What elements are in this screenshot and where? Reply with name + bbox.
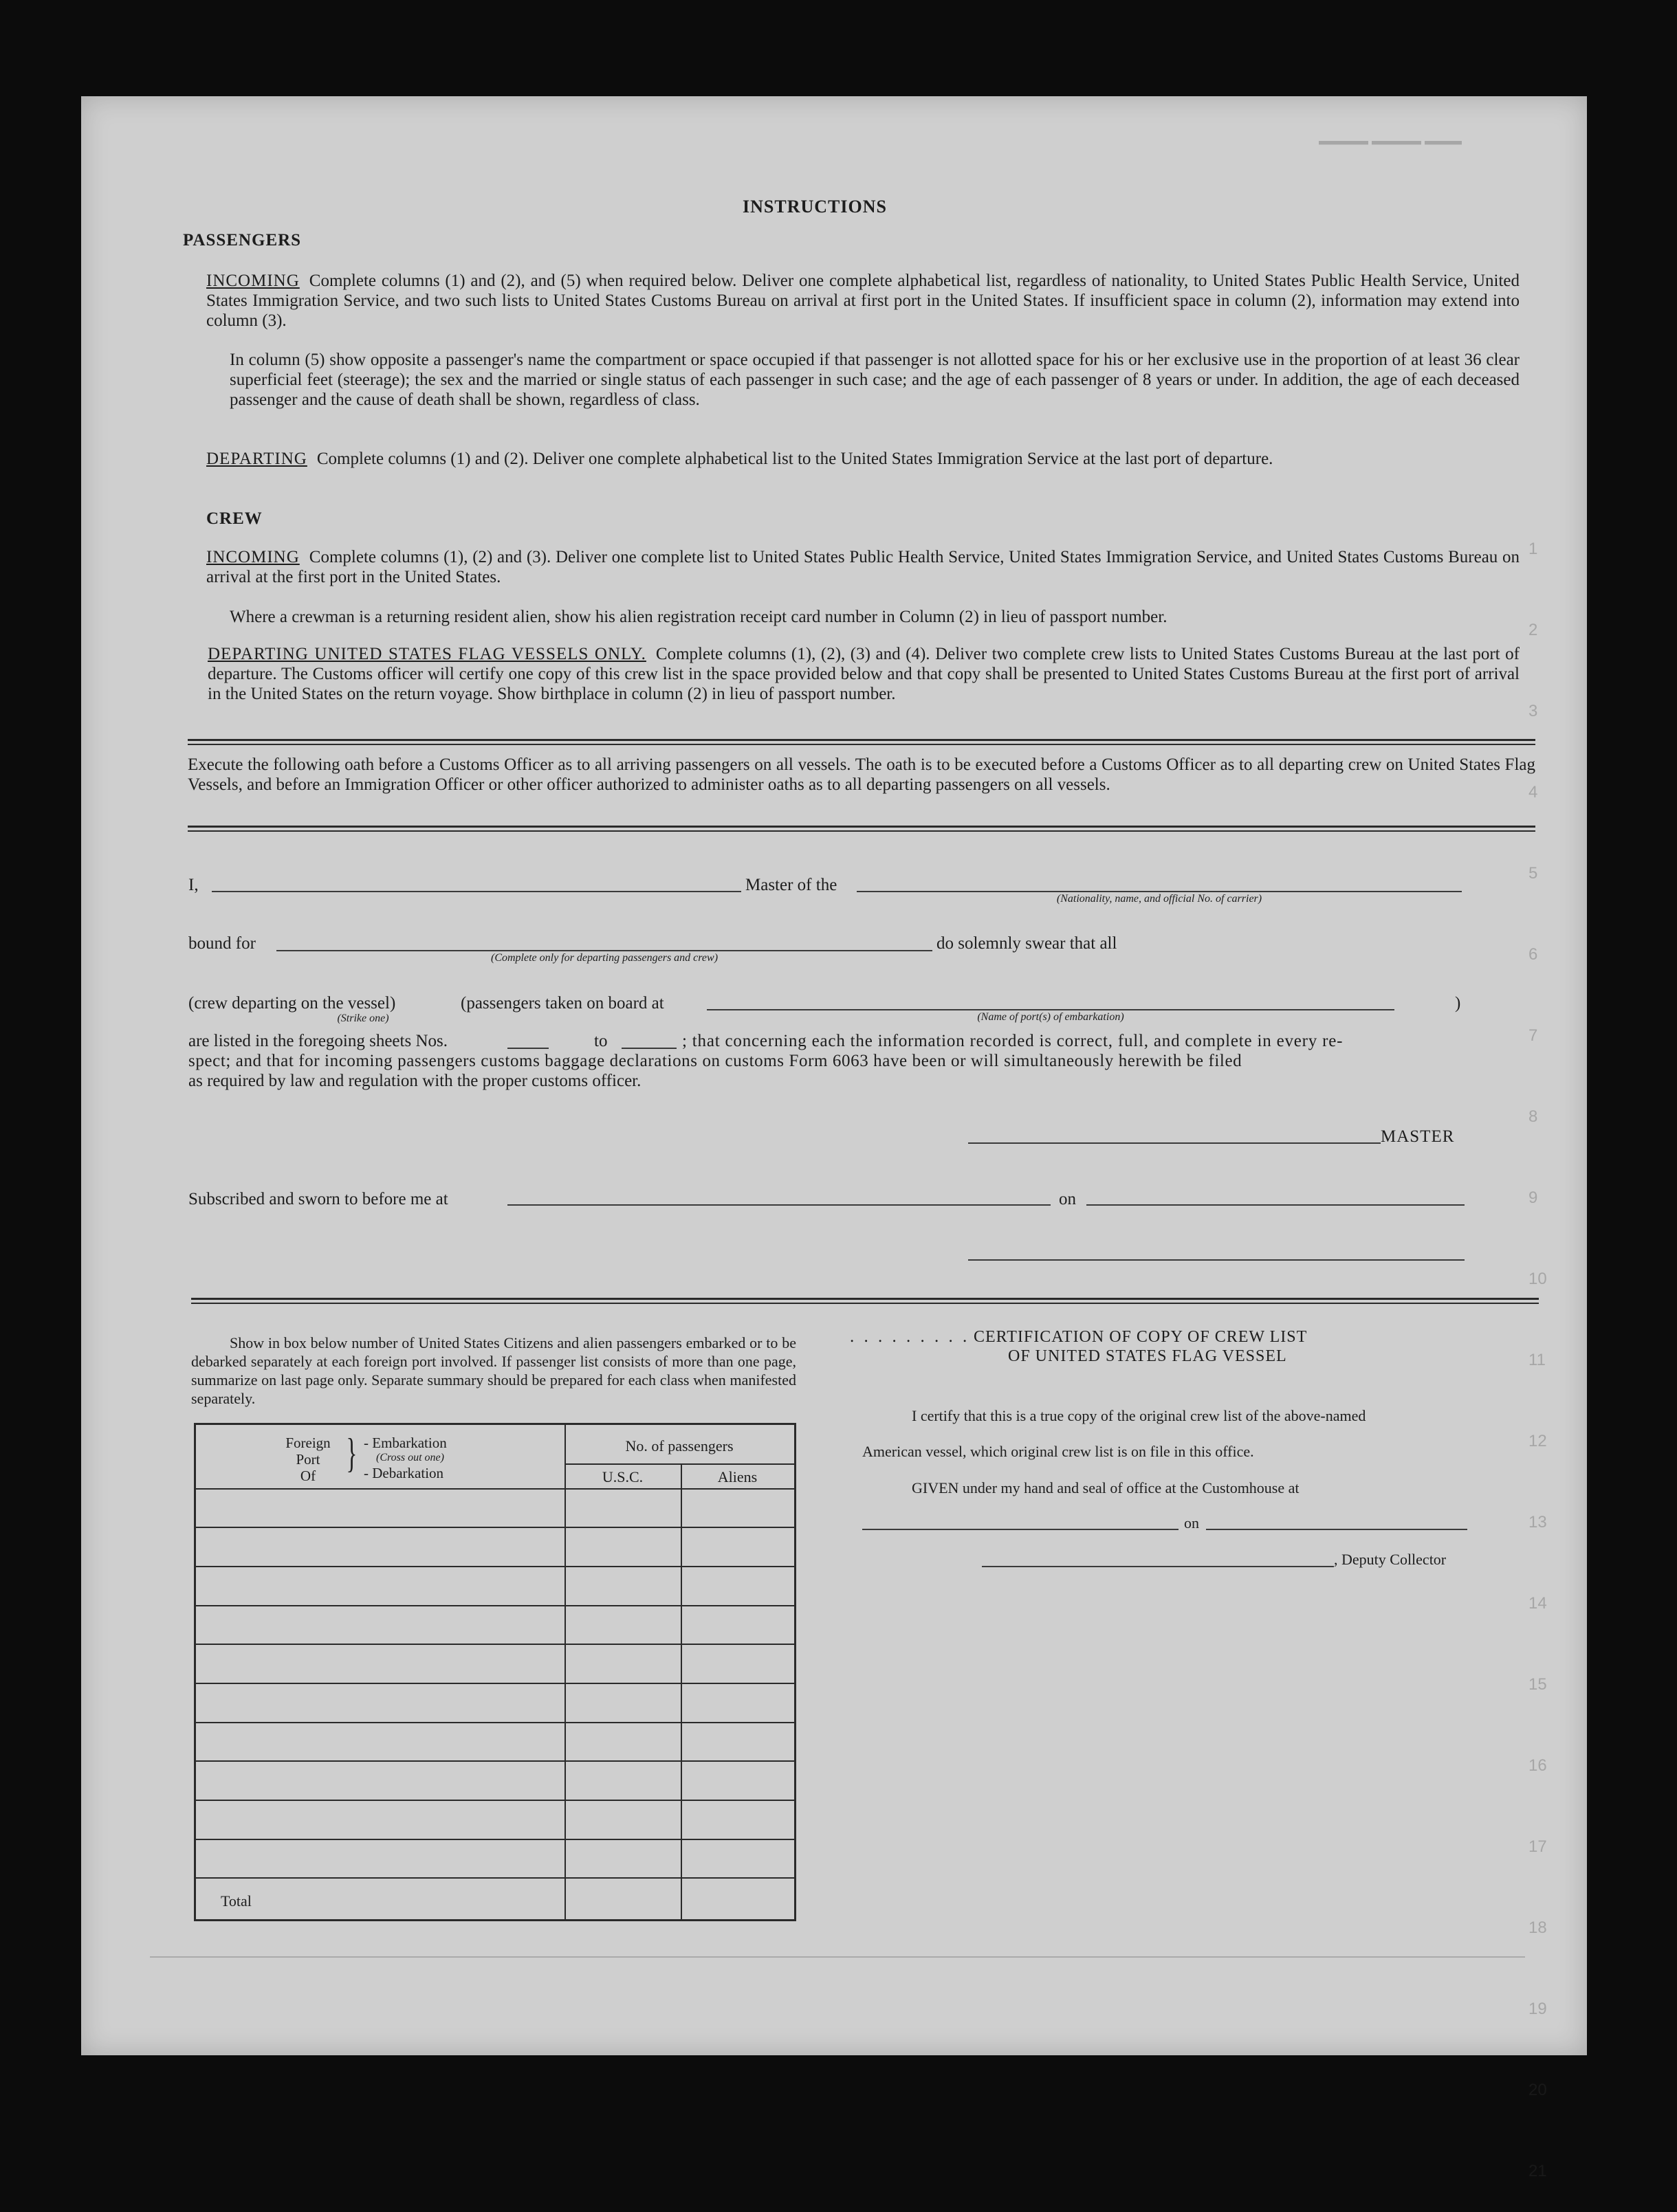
brace-icon: } <box>346 1430 358 1476</box>
bleed-through-rule <box>150 1956 1525 1958</box>
oath-line-2: spect; and that for incoming passengers customs baggage declarations on customs Form 6063 have been or will simultaneously herewith be filed <box>188 1052 1242 1070</box>
bleed-through-numbers: 1 2 3 4 5 6 7 8 9 10 11 12 13 14 15 16 17 18 19 20 21 <box>1528 540 1547 2180</box>
master-of-label: Master of the <box>745 876 837 894</box>
certification-dots: . . . . . . . . . <box>850 1327 970 1346</box>
embarkation-port-field[interactable] <box>707 1009 1394 1010</box>
oath-i-label: I, <box>188 876 199 894</box>
passenger-summary-table <box>194 1423 796 1921</box>
crew-heading: CREW <box>206 509 263 528</box>
table-row <box>196 1722 794 1723</box>
divider-rule <box>191 1298 1539 1300</box>
table-row <box>196 1644 794 1645</box>
page-title: INSTRUCTIONS <box>743 197 887 217</box>
crew-incoming-text: Complete columns (1), (2) and (3). Deliver one complete list to United States Public Health Service, United States Immigration Service, and United States Customs Bureau on arrival at the first port in the United States. <box>206 548 1520 586</box>
table-row <box>196 1566 794 1567</box>
crew-departing-label: DEPARTING UNITED STATES FLAG VESSELS ONLY. <box>208 645 646 663</box>
certification-on-label: on <box>1184 1514 1199 1531</box>
subscribed-label: Subscribed and sworn to before me at <box>188 1190 448 1208</box>
header-no-passengers: No. of passengers <box>625 1437 734 1455</box>
oath-line-3: as required by law and regulation with the proper customs officer. <box>188 1072 642 1090</box>
departing-text: Complete columns (1) and (2). Deliver one complete alphabetical list to the United States Immigration Service at the last port of departure. <box>316 450 1273 468</box>
sworn-date-field[interactable] <box>1086 1204 1465 1206</box>
header-of: Of <box>300 1468 316 1484</box>
bleed-through-stamp: ▬▬▬ ▬▬▬▬ ▬▬▬▬ <box>1319 138 1462 152</box>
certification-title-2: OF UNITED STATES FLAG VESSEL <box>1008 1347 1287 1365</box>
table-row <box>196 1877 794 1879</box>
table-row <box>196 1605 794 1606</box>
destination-caption: (Complete only for departing passengers and crew) <box>490 952 719 964</box>
header-debarkation[interactable]: - Debarkation <box>364 1465 444 1481</box>
certification-title-1: CERTIFICATION OF COPY OF CREW LIST <box>974 1328 1308 1346</box>
table-row <box>196 1683 794 1684</box>
total-label: Total <box>221 1892 252 1910</box>
table-divider <box>565 1425 566 1919</box>
table-row <box>196 1527 794 1528</box>
divider-rule <box>188 826 1535 828</box>
divider-rule <box>188 830 1535 832</box>
header-aliens: Aliens <box>717 1468 758 1485</box>
sworn-on-label: on <box>1059 1190 1076 1208</box>
certification-line-1: I certify that this is a true copy of the original crew list of the above-named <box>912 1407 1366 1424</box>
deputy-signature-field[interactable] <box>982 1566 1334 1567</box>
bound-for-label: bound for <box>188 934 256 953</box>
departing-label: DEPARTING <box>206 450 307 468</box>
table-row <box>196 1760 794 1762</box>
master-signature-label: MASTER <box>1381 1127 1455 1146</box>
divider-rule <box>188 739 1535 741</box>
passengers-departing-paragraph <box>206 449 1520 469</box>
swear-label: do solemnly swear that all <box>936 934 1117 953</box>
table-divider <box>681 1463 682 1919</box>
crew-departing-paragraph <box>208 644 1520 704</box>
table-divider <box>565 1463 794 1465</box>
divider-rule <box>191 1303 1539 1304</box>
crew-departing-text: Complete columns (1), (2), (3) and (4). Deliver two complete crew lists to United States Customs Bureau at the last port of departure. The Customs officer will certify one copy of this crew list in the space provided below and that copy shall be presented to United States Customs Bureau at the first port of arrival in the United States on the return voyage. Show birthplace in column (2) in lieu of passport number. <box>208 645 1520 703</box>
table-row <box>196 1839 794 1840</box>
header-embarkation[interactable]: - Embarkation <box>364 1435 447 1451</box>
column5-paragraph: In column (5) show opposite a passenger's name the compartment or space occupied if that passenger is not allotted space for his or her exclusive use in the proportion of at least 36 clear superficial feet (steerage); the sex and the married or single status of each passenger in such case; and the age of each passenger of 8 years or under. In addition, the age of each deceased passenger and the cause of death shall be shown, regardless of class. <box>230 351 1520 409</box>
crew-resident-paragraph: Where a crewman is a returning resident alien, show his alien registration receipt card number in Column (2) in lieu of passport number. <box>230 608 1168 626</box>
to-label: to <box>594 1032 608 1050</box>
divider-rule <box>188 744 1535 745</box>
crew-incoming-label: INCOMING <box>206 548 300 566</box>
table-divider <box>196 1488 794 1490</box>
incoming-label: INCOMING <box>206 272 300 290</box>
oath-instruction-paragraph: Execute the following oath before a Customs Officer as to all arriving passengers on all vessels. The oath is to be executed before a Customs Officer as to all departing crew on United States Flag Vessels, and before an Immigration Officer or other officer authorized to administer oaths as to all departing passengers on all vessels. <box>188 755 1535 794</box>
document-page <box>81 96 1587 2180</box>
header-usc: U.S.C. <box>602 1468 644 1485</box>
certification-line-3: GIVEN under my hand and seal of office at the Customhouse at <box>912 1479 1300 1496</box>
summary-instruction: Show in box below number of United States Citizens and alien passengers embarked or to be debarked separately at each foreign port involved. If passenger list consists of more than one page, summarize on last page only. Separate summary should be prepared for each class when manifested separately. <box>191 1334 796 1407</box>
close-paren: ) <box>1455 994 1461 1013</box>
header-port: Port <box>296 1451 320 1468</box>
header-cross-out: (Cross out one) <box>376 1452 444 1463</box>
embarkation-port-caption: (Name of port(s) of embarkation) <box>977 1011 1124 1023</box>
destination-field[interactable] <box>276 950 932 951</box>
incoming-text: Complete columns (1) and (2), and (5) when required below. Deliver one complete alphabetical list, regardless of nationality, to United States Public Health Service, United States Immigration Service, and two such lists to United States Customs Bureau on arrival at first port in the United States. If insufficient space in column (2), information may extend into column (3). <box>206 272 1520 330</box>
listed-line-end: ; that concerning each the information recorded is correct, full, and complete in every re- <box>682 1032 1344 1050</box>
strike-one-caption: (Strike one) <box>337 1013 389 1024</box>
passengers-heading: PASSENGERS <box>183 231 302 250</box>
certification-date-field[interactable] <box>1206 1529 1467 1530</box>
sheet-to-field[interactable] <box>622 1048 677 1049</box>
sworn-place-field[interactable] <box>507 1204 1051 1206</box>
passengers-taken-option[interactable]: (passengers taken on board at <box>461 994 664 1013</box>
crew-incoming-paragraph <box>206 547 1520 587</box>
customhouse-field[interactable] <box>862 1529 1179 1530</box>
certification-line-2: American vessel, which original crew list is on file in this office. <box>862 1443 1254 1460</box>
carrier-field[interactable] <box>857 891 1462 892</box>
deputy-collector-label: , Deputy Collector <box>1334 1551 1447 1568</box>
header-foreign: Foreign <box>285 1435 331 1451</box>
table-row <box>196 1800 794 1801</box>
master-name-field[interactable] <box>212 891 741 892</box>
crew-departing-option[interactable]: (crew departing on the vessel) <box>188 994 396 1013</box>
sheet-from-field[interactable] <box>507 1048 549 1049</box>
carrier-caption: (Nationality, name, and official No. of carrier) <box>1056 893 1262 905</box>
officer-signature-field[interactable] <box>968 1259 1465 1261</box>
listed-line-start: are listed in the foregoing sheets Nos. <box>188 1032 448 1050</box>
passengers-incoming-paragraph <box>206 271 1520 331</box>
master-signature-field[interactable] <box>968 1142 1381 1144</box>
